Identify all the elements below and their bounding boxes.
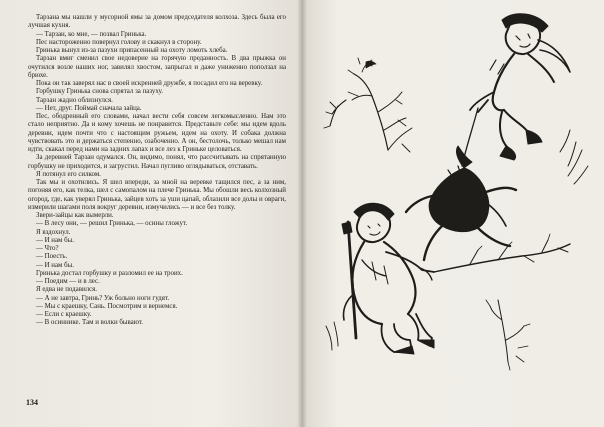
paragraph: — В осиннике. Там и волки бывают. (36, 319, 144, 327)
paragraph: — А не завтра, Гринь? Уж больно ноги гудят. (36, 294, 170, 302)
paragraph: — Мы с краешку, Сань. Посмотрим и вернемся. (36, 302, 178, 310)
illustration (302, 0, 604, 427)
grass-left (326, 322, 338, 350)
paragraph: Пес, ободренный его словами, начал вести себя совсем легкомысленно. Нам это стало неприятно. Да и кому хочешь не понравится. Представьте себе: мы идем вдоль деревни, идем почти что с настоящим ружьем, идем на охоту. И собака должна чувствовать это и держаться степенно, озабоченно. А он, бестолочь, только мешал нам идти, скакал перед нами на задних лапах и все лез к Гриньке целоваться. (28, 113, 286, 153)
book-gutter (297, 0, 307, 427)
paragraph: Пес настороженно повернул голову и скакнул в сторону. (36, 38, 202, 46)
paragraph: — В лесу они, — решил Гринька, — осины гложут. (36, 220, 188, 228)
tree-left (324, 58, 412, 152)
top-boy-figure (470, 14, 570, 160)
paragraph: Звери-зайцы как вымерли. (36, 212, 114, 219)
paragraph: — Поесть. (36, 253, 68, 261)
paragraph: Гринька вынул из-за пазухи припасенный на охоту ломоть хлеба. (36, 47, 228, 54)
paragraph: Так мы и охотились. Я шел впереди, за мной на веревке тащился пес, а за ним, погоняя его, как телка, шел с самопалом на плече Гринька. Мы обошли весь колхозный огород, где, как уверял Гринька, зайцев хоть за уши цапай, облазили все долы и овраги, измерили шагами поля вокруг деревни, измучились — и все без толку. (28, 179, 286, 211)
paragraph: Тарзан жадно облизнулся. (36, 96, 113, 104)
paragraph: — Поедим — и в лес. (36, 278, 100, 285)
paragraph: Тарзана мы нашли у мусорной ямы за домом председателя колхоза. Здесь была его лучшая кухня. (28, 14, 286, 30)
text-block (28, 14, 286, 328)
twig-bottom-right (486, 300, 530, 370)
paragraph: — Если с краешку. (36, 311, 92, 318)
branch-right (434, 234, 570, 272)
paragraph: — Тарзан, ко мне, — позвал Гринька. (36, 30, 147, 38)
page-number: 134 (26, 398, 38, 407)
grass-right (560, 130, 588, 184)
paragraph: Я потянул его силком. (36, 170, 101, 178)
paragraph: Тарзан вмиг сменил свое недоверие на горячую преданность. В два прыжка он очутился возле наших ног, завилял хвостом, запрыгал и даже униженно поползал на брюхе. (28, 55, 286, 79)
paragraph: — Что? (36, 245, 59, 252)
paragraph: — И нам бы. (36, 236, 74, 244)
paragraph: Пока он так заверял нас в своей искренней дружбе, я посадил его на веревку. (36, 80, 263, 87)
dog-figure (406, 146, 516, 260)
paragraph: Я вздохнул. (36, 228, 71, 236)
bird (366, 61, 376, 68)
bottom-boy-figure (342, 203, 434, 354)
ink-drawing (302, 0, 604, 427)
paragraph: — И нам бы. (36, 261, 74, 269)
paragraph: Гринька достал горбушку и разломил ее на троих. (36, 269, 183, 277)
paragraph: За деревней Тарзан одумался. Он, видимо, понял, что рассчитывать на спрятанную горбушку не приходится, и загрустил. Начал пугливо оглядываться, отставать. (28, 154, 286, 170)
paragraph: Я едва не подавился. (36, 286, 98, 294)
paragraph: Горбушку Гринька снова спрятал за пазуху. (36, 88, 164, 96)
paragraph: — Нет, друг. Поймай сначала зайца. (36, 104, 142, 112)
